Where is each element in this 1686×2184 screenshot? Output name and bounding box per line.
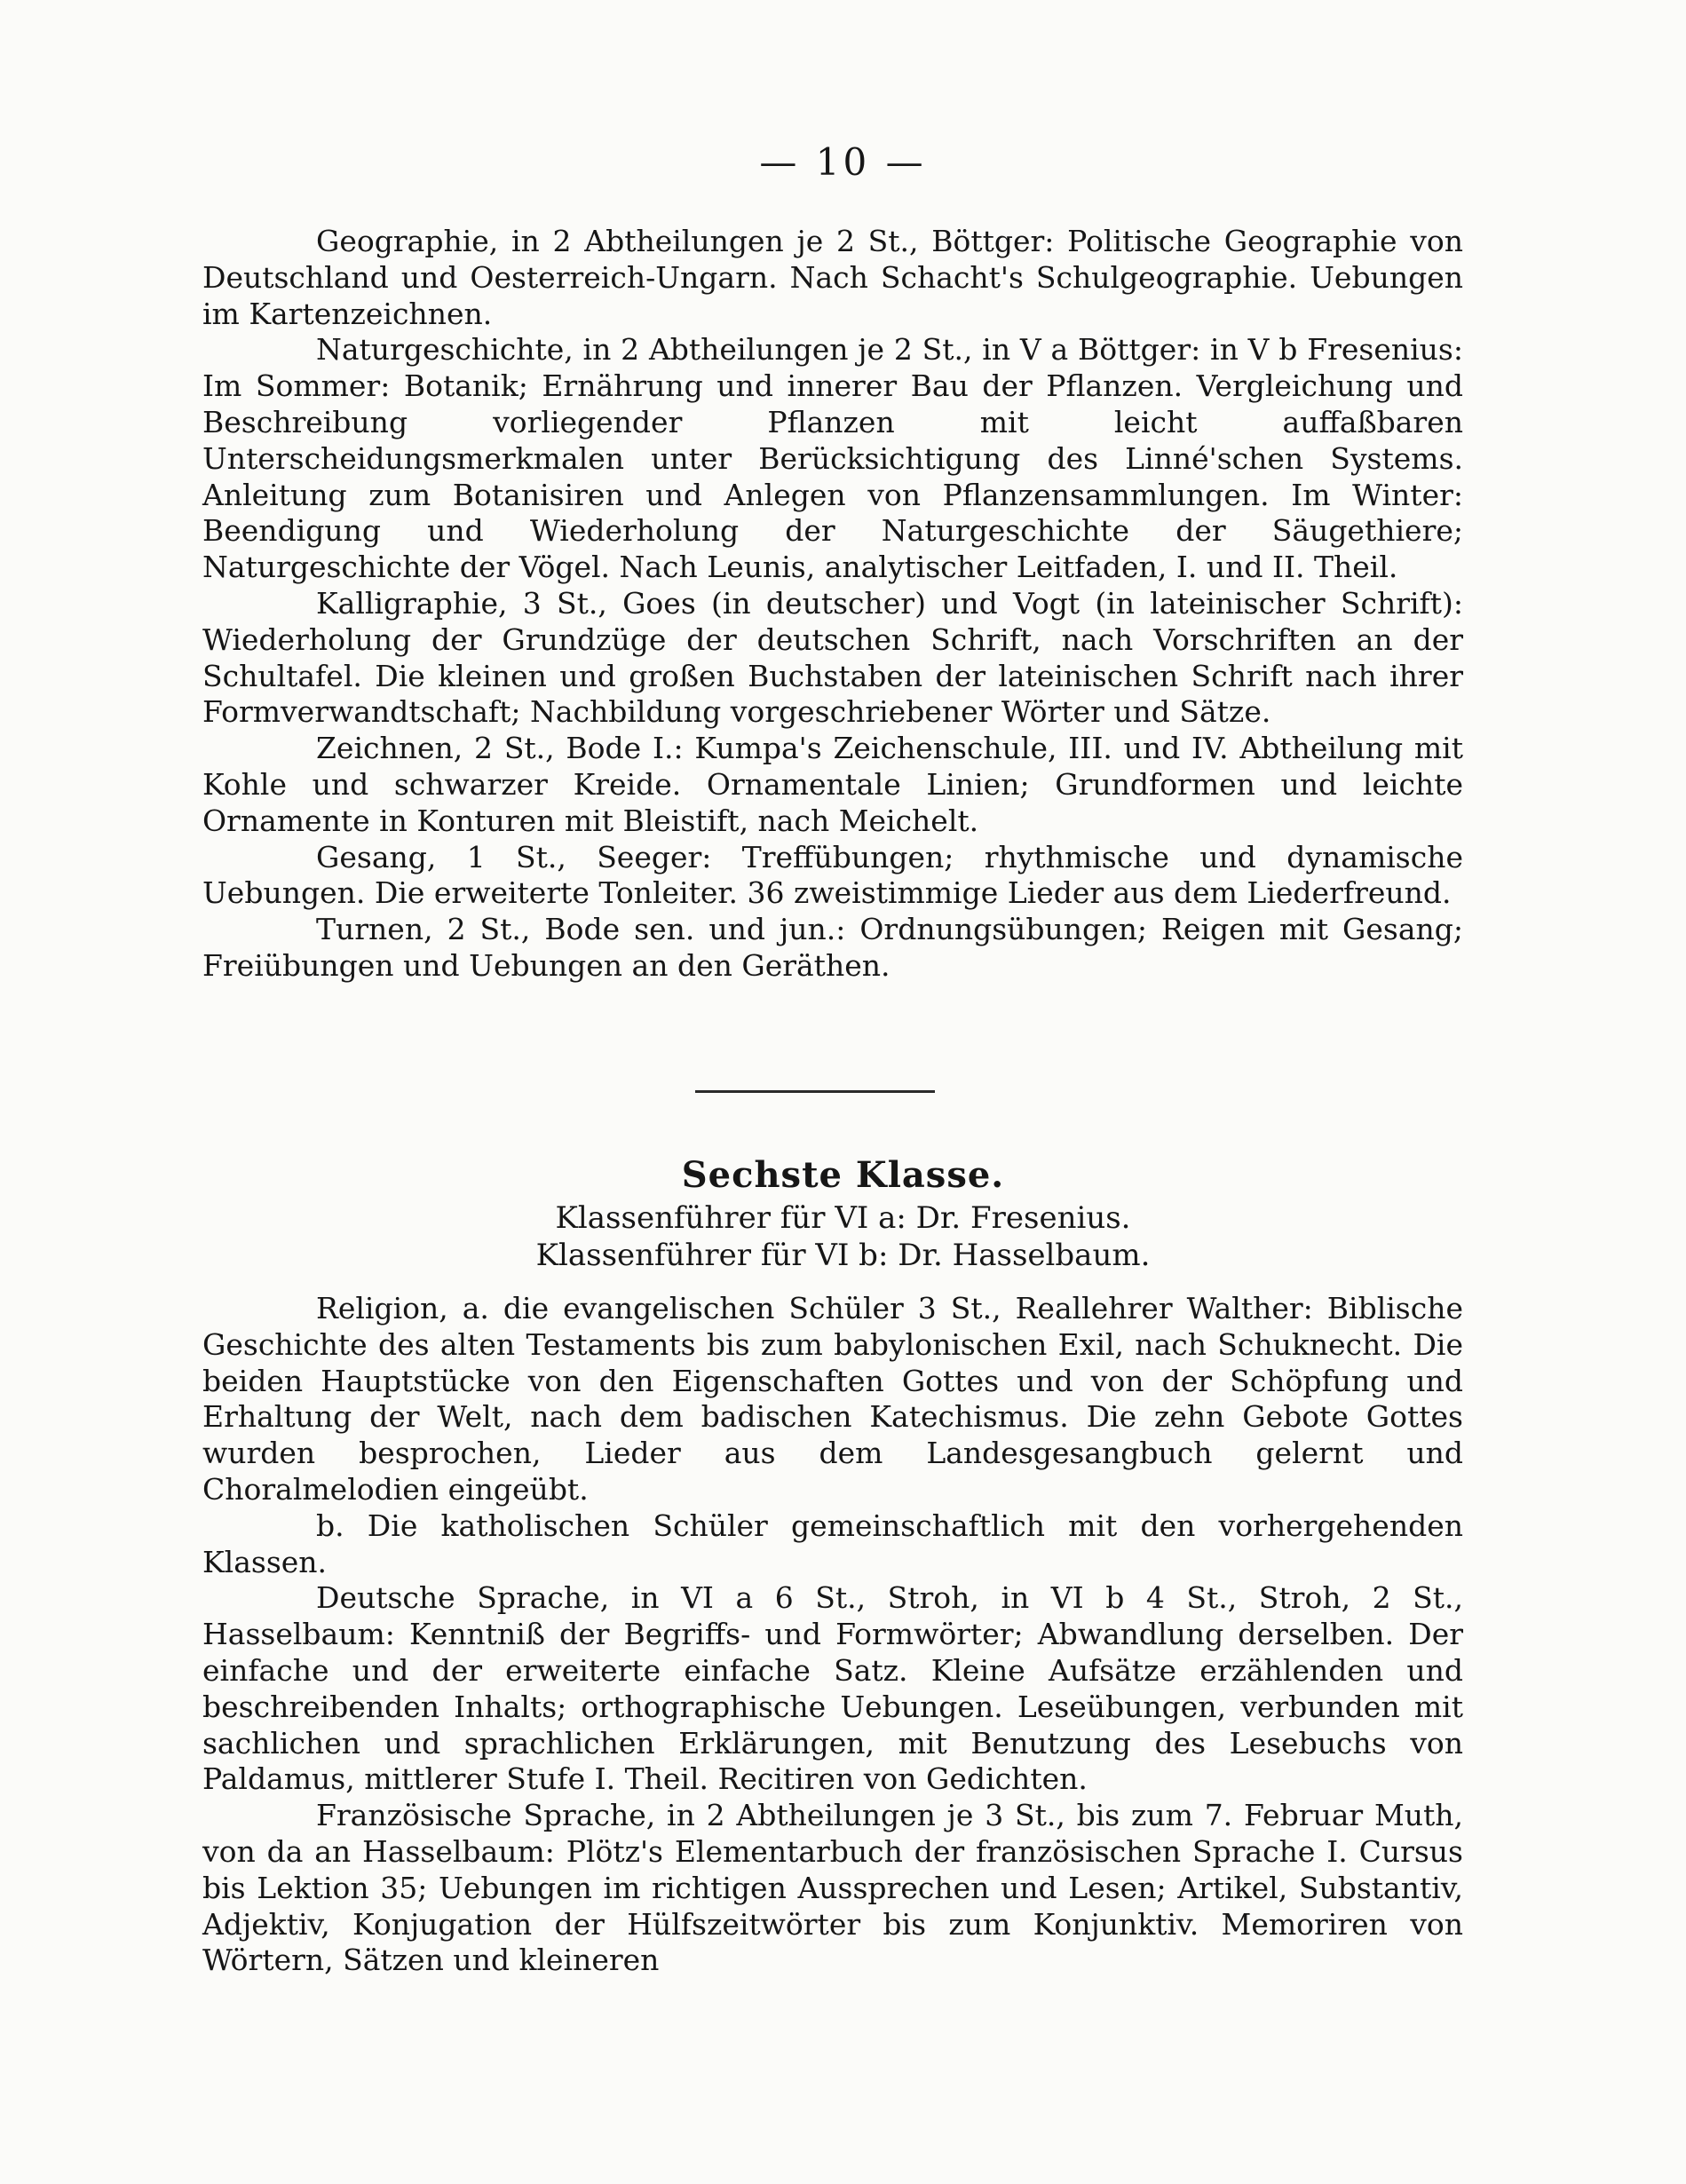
- section-divider: [695, 1090, 935, 1093]
- paragraph-gesang: Gesang, 1 St., Seeger: Treffübungen; rhythmische und dynamische Uebungen. Die erweiterte Tonleiter. 36 zweistimmige Lieder aus dem Liederfreund.: [202, 839, 1463, 911]
- top-text-block: [202, 224, 1463, 985]
- class-leader-vib: Klassenführer für VI b: Dr. Hasselbaum.: [535, 1238, 1151, 1273]
- paragraph-katholische-schueler: b. Die katholischen Schüler gemeinschaftlich mit den vorhergehenden Klassen.: [202, 1507, 1463, 1579]
- paragraph-turnen: Turnen, 2 St., Bode sen. und jun.: Ordnungsübungen; Reigen mit Gesang; Freiübungen und Uebungen an den Geräthen.: [202, 912, 1463, 983]
- page-number: — 10 —: [759, 140, 927, 184]
- paragraph-zeichnen: Zeichnen, 2 St., Bode I.: Kumpa's Zeichenschule, III. und IV. Abtheilung mit Kohle und schwarzer Kreide. Ornamentale Linien; Grundformen und leichte Ornamente in Konturen mit Bleistift, nach Meichelt.: [202, 731, 1463, 838]
- paragraph-geographie: Geographie, in 2 Abtheilungen je 2 St., Böttger: Politische Geographie von Deutschland und Oesterreich-Ungarn. Nach Schacht's Schulgeographie. Uebungen im Kartenzeichnen.: [202, 224, 1463, 331]
- paragraph-deutsche-sprache: Deutsche Sprache, in VI a 6 St., Stroh, in VI b 4 St., Stroh, 2 St., Hasselbaum: Kenntniß der Begriffs- und Formwörter; Abwandlung derselben. Der einfache und der erweiterte einfache Satz. Kleine Aufsätze erzählenden und beschreibenden Inhalts; orthographische Uebungen. Leseübungen, verbunden mit sachlichen und sprachlichen Erklärungen, mit Benutzung des Lesebuchs von Paldamus, mittlerer Stufe I. Theil. Recitiren von Gedichten.: [202, 1580, 1463, 1797]
- class-leader-via: Klassenführer für VI a: Dr. Fresenius.: [555, 1200, 1131, 1236]
- paragraph-naturgeschichte: Naturgeschichte, in 2 Abtheilungen je 2 St., in V a Böttger: in V b Fresenius: Im Sommer: Botanik; Ernährung und innerer Bau der Pflanzen. Vergleichung und Beschreibung vorliegender Pflanzen mit leicht auffaßbaren Unterscheidungsmerkmalen unter Berücksichtigung des Linné'schen Systems. Anleitung zum Botanisiren und Anlegen von Pflanzensammlungen. Im Winter: Beendigung und Wiederholung der Naturgeschichte der Säugethiere; Naturgeschichte der Vögel. Nach Leunis, analytischer Leitfaden, I. und II. Theil.: [202, 332, 1463, 585]
- section-heading: Sechste Klasse.: [681, 1154, 1005, 1196]
- paragraph-kalligraphie: Kalligraphie, 3 St., Goes (in deutscher) und Vogt (in lateinischer Schrift): Wiederholung der Grundzüge der deutschen Schrift, nach Vorschriften an der Schultafel. Die kleinen und großen Buchstaben der lateinischen Schrift nach ihrer Formverwandtschaft; Nachbildung vorgeschriebener Wörter und Sätze.: [202, 585, 1463, 730]
- paragraph-franzoesische-sprache: Französische Sprache, in 2 Abtheilungen je 3 St., bis zum 7. Februar Muth, von da an Hasselbaum: Plötz's Elementarbuch der französischen Sprache I. Cursus bis Lektion 35; Uebungen im richtigen Aussprechen und Lesen; Artikel, Substantiv, Adjektiv, Konjugation der Hülfszeitwörter bis zum Konjunktiv. Memoriren von Wörtern, Sätzen und kleineren: [202, 1798, 1463, 1978]
- paragraph-religion: Religion, a. die evangelischen Schüler 3 St., Reallehrer Walther: Biblische Geschichte des alten Testaments bis zum babylonischen Exil, nach Schuknecht. Die beiden Hauptstücke von den Eigenschaften Gottes und von der Schöpfung und Erhaltung der Welt, nach dem badischen Katechismus. Die zehn Gebote Gottes wurden besprochen, Lieder aus dem Landesgesangbuch gelernt und Choralmelodien eingeübt.: [202, 1291, 1463, 1507]
- bottom-text-block: [202, 1291, 1463, 1979]
